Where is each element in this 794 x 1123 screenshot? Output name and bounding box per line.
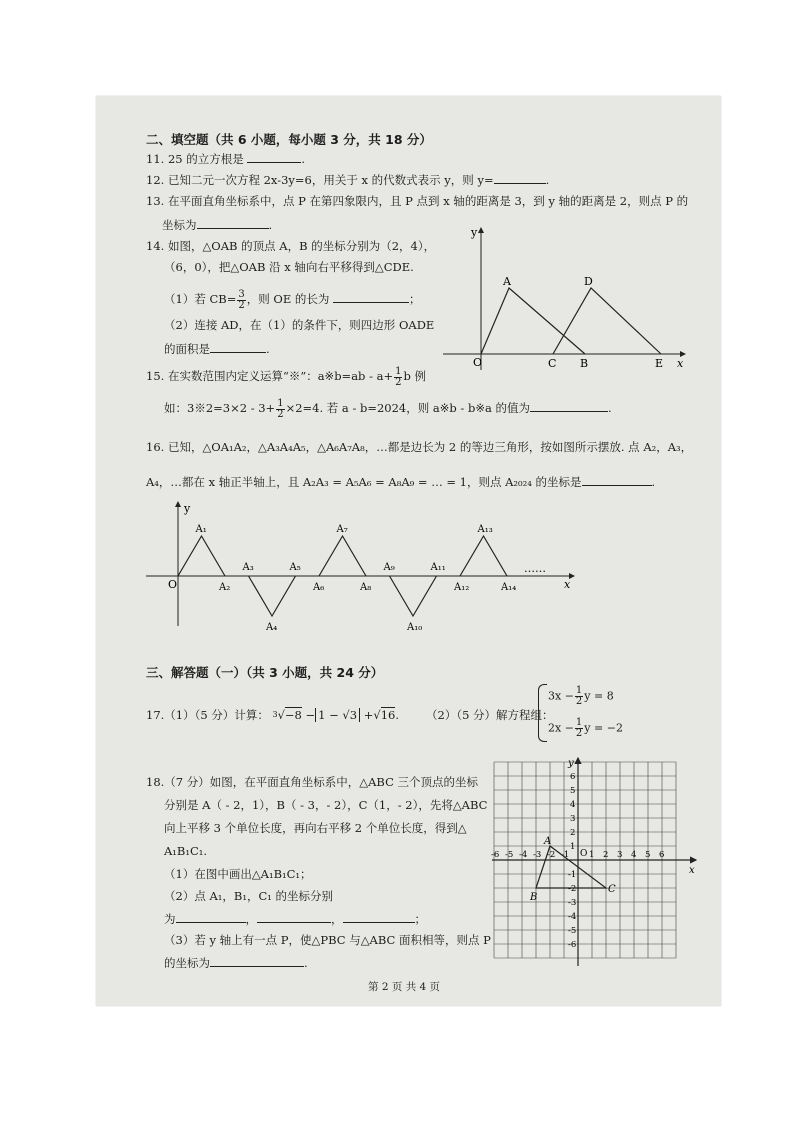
label-A8: A₈ bbox=[360, 582, 372, 593]
question-12: 12. 已知二元一次方程 2x-3y=6，用关于 x 的代数式表示 y，则 y= . bbox=[146, 173, 550, 187]
question-18-part2: （2）点 A₁，B₁，C₁ 的坐标分别 bbox=[164, 889, 334, 903]
q14-figure bbox=[441, 224, 691, 372]
section-title-solve: 三、解答题（一）（共 3 小题，共 24 分） bbox=[146, 665, 384, 680]
y-label: y bbox=[568, 758, 574, 769]
question-14-part2b: 的面积是 . bbox=[164, 342, 270, 356]
question-15-line2: 如：3※2=3×2 - 3+ $\frac{1}{2}$ ×2=4. 若 a - b=2024，则 a※b - b※a 的值为 . bbox=[164, 397, 612, 420]
label-C: C bbox=[608, 884, 616, 895]
y-tick-label: 1 bbox=[570, 842, 576, 852]
origin-label: O bbox=[580, 849, 588, 859]
question-14-line2: （6，0），把△OAB 沿 x 轴向右平移得到△CDE. bbox=[164, 260, 414, 274]
label-A: A bbox=[503, 275, 511, 288]
ellipsis: …… bbox=[524, 562, 546, 575]
system-brace bbox=[538, 684, 547, 742]
label-B: B bbox=[530, 892, 538, 903]
question-13-line1: 13. 在平面直角坐标系中，点 P 在第四象限内，且 P 点到 x 轴的距离是 3，到 y 轴的距离是 2，则点 P 的 bbox=[146, 194, 689, 208]
label-E: E bbox=[655, 357, 664, 370]
y-tick-label: 4 bbox=[570, 800, 576, 810]
y-tick-label: 3 bbox=[570, 814, 576, 824]
answer-blank-12[interactable] bbox=[494, 172, 546, 184]
question-13-line2: 坐标为 . bbox=[162, 218, 273, 232]
label-A10: A₁₀ bbox=[407, 622, 423, 633]
triangle-4 bbox=[390, 576, 437, 616]
label-A5: A₅ bbox=[289, 562, 301, 573]
fraction-half: $\frac{1}{2}$ bbox=[395, 365, 402, 388]
y-tick-label: -3 bbox=[568, 898, 577, 908]
q18-coordinate-grid bbox=[492, 756, 702, 968]
answer-blank-C1[interactable] bbox=[343, 911, 415, 923]
y-tick-label: -4 bbox=[568, 912, 577, 922]
question-18-line4: A₁B₁C₁. bbox=[164, 844, 208, 858]
triangle-chain bbox=[178, 524, 516, 633]
label-A12: A₁₂ bbox=[454, 582, 470, 593]
x-tick-label: -3 bbox=[533, 850, 542, 860]
question-14-part2: （2）连接 AD，在（1）的条件下，则四边形 OADE bbox=[164, 318, 435, 332]
origin-label: O bbox=[168, 578, 178, 591]
question-16-line2: A₄，…都在 x 轴正半轴上，且 A₂A₃ = A₅A₆ = A₈A₉ = … = 1，则点 A₂₀₂₄ 的坐标是 . bbox=[146, 475, 656, 489]
triangle-3 bbox=[319, 536, 366, 576]
triangle-2 bbox=[249, 576, 296, 616]
x-tick-label: -1 bbox=[561, 850, 570, 860]
answer-blank-14-1[interactable] bbox=[333, 291, 409, 303]
page-footer: 第 2 页 共 4 页 bbox=[368, 981, 441, 993]
label-A14: A₁₄ bbox=[501, 582, 517, 593]
triangle-5 bbox=[460, 536, 507, 576]
question-18-line2: 分别是 A（ - 2，1），B（ - 3，- 2），C（1，- 2），先将△ABC bbox=[164, 798, 488, 812]
question-18-line3: 向上平移 3 个单位长度，再向右平移 2 个单位长度，得到△ bbox=[164, 821, 467, 835]
q12-text: 12. 已知二元一次方程 2x-3y=6，用关于 x 的代数式表示 y，则 y= bbox=[146, 173, 494, 187]
answer-blank-B1[interactable] bbox=[257, 911, 331, 923]
label-O: O bbox=[473, 356, 483, 369]
label-C: C bbox=[548, 357, 557, 370]
question-14-part1: （1）若 CB= $\frac{3}{2}$ ，则 OE 的长为 ； bbox=[164, 288, 421, 311]
x-tick-label: 1 bbox=[589, 850, 595, 860]
x-tick-label: -4 bbox=[519, 850, 528, 860]
question-16-line1: 16. 已知，△OA₁A₂，△A₃A₄A₅，△A₆A₇A₈，…都是边长为 2 的等边三角形，按如图所示摆放. 点 A₂，A₃， bbox=[146, 440, 693, 454]
label-A9: A₉ bbox=[383, 562, 395, 573]
question-18-part1: （1）在图中画出△A₁B₁C₁； bbox=[164, 867, 312, 881]
x-tick-label: -2 bbox=[547, 850, 556, 860]
x-tick-label: 3 bbox=[617, 850, 623, 860]
x-label: x bbox=[564, 578, 571, 591]
exam-page bbox=[96, 96, 721, 1006]
y-tick-label: 2 bbox=[570, 828, 576, 838]
answer-blank-15[interactable] bbox=[530, 400, 608, 412]
answer-blank-16[interactable] bbox=[582, 474, 652, 486]
y-label: y bbox=[184, 502, 191, 515]
answer-blank-A1[interactable] bbox=[176, 911, 246, 923]
equation-1: 3x − $\frac{1}{2}$ y = 8 bbox=[548, 685, 614, 707]
answer-blank-18-3[interactable] bbox=[210, 955, 304, 967]
question-14-line1: 14. 如图，△OAB 的顶点 A，B 的坐标分别为（2，4）， bbox=[146, 239, 436, 253]
x-tick-label: 6 bbox=[659, 850, 665, 860]
question-15-line1: 15. 在实数范围内定义运算“※”：a※b=ab - a+ $\frac{1}{2}$ b 例 bbox=[146, 365, 427, 388]
triangle-1 bbox=[178, 536, 225, 576]
x-tick-label: -6 bbox=[491, 850, 500, 860]
label-A1: A₁ bbox=[195, 524, 207, 535]
y-tick-label: -1 bbox=[568, 870, 577, 880]
label-B: B bbox=[580, 357, 589, 370]
y-tick-label: 6 bbox=[570, 772, 576, 782]
label-A7: A₇ bbox=[336, 524, 348, 535]
label-A: A bbox=[544, 836, 552, 847]
x-label: x bbox=[689, 865, 695, 876]
x-label: x bbox=[677, 357, 684, 370]
label-A11: A₁₁ bbox=[430, 562, 446, 573]
question-18-line1: 18.（7 分）如图，在平面直角坐标系中，△ABC 三个顶点的坐标 bbox=[146, 775, 479, 789]
fraction-3-2: $\frac{3}{2}$ bbox=[238, 288, 245, 311]
y-tick-label: -5 bbox=[568, 926, 577, 936]
label-A4: A₄ bbox=[266, 622, 278, 633]
section-title-fill-blank: 二、填空题（共 6 小题，每小题 3 分，共 18 分） bbox=[146, 132, 432, 147]
x-tick-label: 2 bbox=[603, 850, 609, 860]
q11-text: 11. 25 的立方根是 bbox=[146, 152, 244, 166]
label-A2: A₂ bbox=[219, 582, 231, 593]
cube-root-expression: 3 bbox=[272, 710, 278, 719]
answer-blank-14-2[interactable] bbox=[210, 341, 266, 353]
q16-figure bbox=[144, 498, 584, 638]
label-A13: A₁₃ bbox=[477, 524, 493, 535]
label-A6: A₆ bbox=[313, 582, 325, 593]
question-11: 11. 25 的立方根是 . bbox=[146, 152, 306, 166]
question-17-part2: （2）（5 分）解方程组： bbox=[426, 708, 554, 722]
answer-blank-11[interactable] bbox=[247, 151, 301, 163]
question-18-part3b: 的坐标为 . bbox=[164, 956, 308, 970]
answer-blank-13[interactable] bbox=[197, 217, 269, 229]
x-tick-label: 5 bbox=[645, 850, 651, 860]
question-18-part3: （3）若 y 轴上有一点 P，使△PBC 与△ABC 面积相等，则点 P bbox=[164, 933, 491, 947]
label-D: D bbox=[584, 275, 593, 288]
question-17-part1: 17.（1）（5 分）计算： $^3$√−8 − 1 − √3 +√16. bbox=[146, 708, 399, 722]
y-tick-label: -6 bbox=[568, 940, 577, 950]
y-tick-label: 5 bbox=[570, 786, 576, 796]
question-18-part2-blanks: 为 ， ， ； bbox=[164, 912, 426, 926]
y-label: y bbox=[471, 226, 478, 239]
equation-2: 2x − $\frac{1}{2}$ y = −2 bbox=[548, 717, 623, 739]
x-tick-label: 4 bbox=[631, 850, 637, 860]
label-A3: A₃ bbox=[242, 562, 254, 573]
triangle-CDE bbox=[553, 288, 661, 354]
x-tick-label: -5 bbox=[505, 850, 514, 860]
absolute-value: 1 − √3 bbox=[315, 708, 360, 722]
triangle-OAB bbox=[481, 288, 585, 354]
y-tick-label: -2 bbox=[568, 884, 577, 894]
